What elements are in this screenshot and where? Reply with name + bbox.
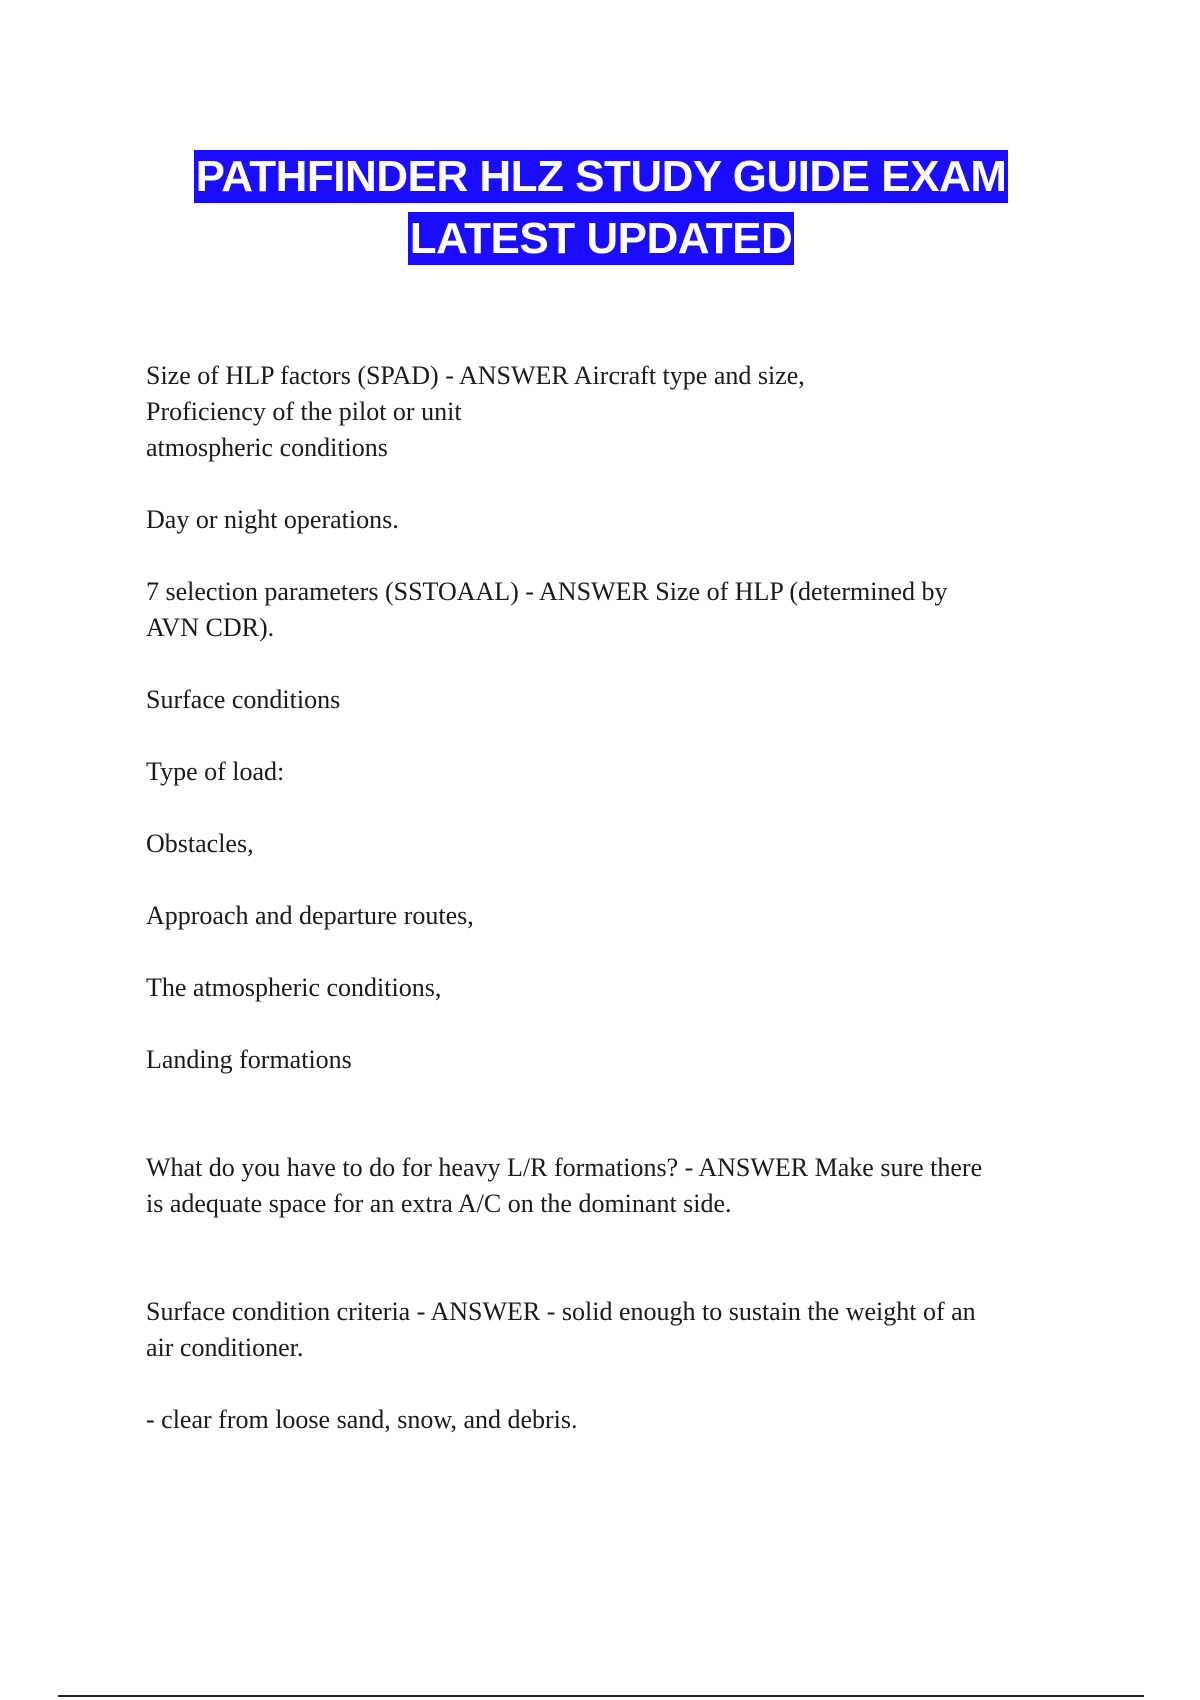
paragraph-spacer (146, 718, 1076, 754)
qa-paragraph: Landing formations (146, 1045, 352, 1074)
paragraph-spacer (146, 466, 1076, 502)
qa-paragraph: The atmospheric conditions, (146, 973, 442, 1002)
paragraph-spacer (146, 538, 1076, 574)
paragraph-spacer (146, 1078, 1076, 1150)
qa-paragraph: Surface condition criteria - ANSWER - solid enough to sustain the weight of an air conditioner. (146, 1297, 976, 1362)
paragraph-spacer (146, 646, 1076, 682)
paragraph-spacer (146, 1006, 1076, 1042)
qa-paragraph: Obstacles, (146, 829, 254, 858)
footer-divider (58, 1695, 1144, 1697)
qa-paragraph: What do you have to do for heavy L/R formations? - ANSWER Make sure there is adequate space for an extra A/C on the dominant side. (146, 1153, 983, 1218)
qa-paragraph: Approach and departure routes, (146, 901, 474, 930)
qa-paragraph: 7 selection parameters (SSTOAAL) - ANSWER Size of HLP (determined by AVN CDR). (146, 577, 948, 642)
title-line-2: LATEST UPDATED (409, 214, 793, 263)
paragraph-spacer (146, 790, 1076, 826)
paragraph-spacer (146, 1222, 1076, 1294)
document-body (146, 358, 1076, 1438)
document-title (146, 146, 1056, 270)
qa-paragraph: Surface conditions (146, 685, 341, 714)
qa-paragraph: - clear from loose sand, snow, and debris. (146, 1405, 578, 1434)
paragraph-spacer (146, 934, 1076, 970)
qa-paragraph: Day or night operations. (146, 505, 399, 534)
paragraph-spacer (146, 862, 1076, 898)
qa-paragraph: Type of load: (146, 757, 285, 786)
title-line-1: PATHFINDER HLZ STUDY GUIDE EXAM (195, 152, 1007, 201)
qa-paragraph: Size of HLP factors (SPAD) - ANSWER Aircraft type and size, Proficiency of the pilot or unit atmospheric conditions (146, 361, 805, 462)
paragraph-spacer (146, 1366, 1076, 1402)
